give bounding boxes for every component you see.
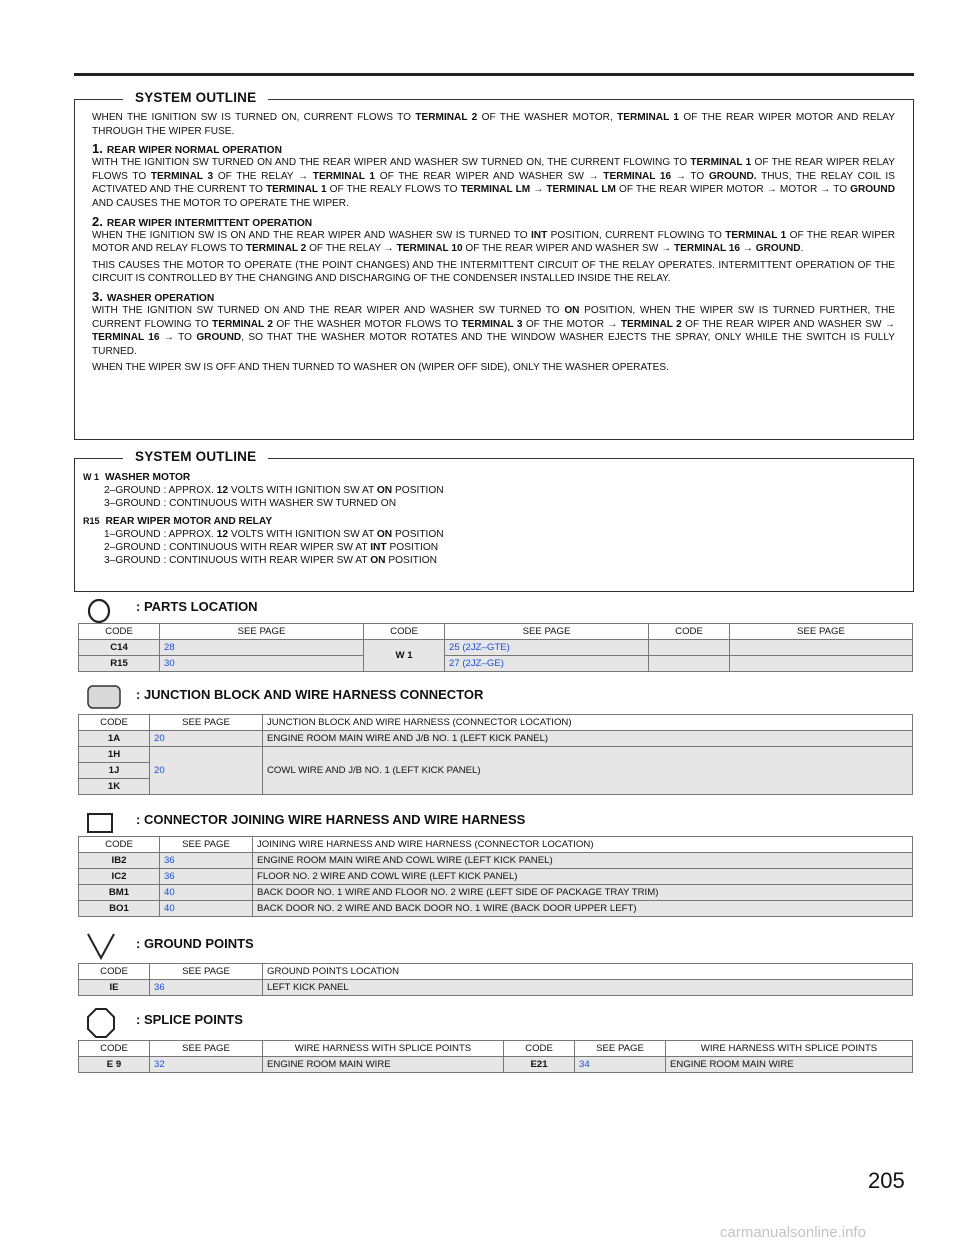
w1-line: 2–GROUND : APPROX. 12 VOLTS WITH IGNITION SW AT ON POSITION: [104, 485, 444, 497]
top-rule: [74, 73, 914, 76]
col-header: SEE PAGE: [150, 1041, 263, 1057]
col-header: SEE PAGE: [445, 624, 649, 640]
connector-joining-title: : CONNECTOR JOINING WIRE HARNESS AND WIRE HARNESS: [136, 812, 526, 827]
service-hints-title: SYSTEM OUTLINE: [123, 449, 268, 464]
col-header: SEE PAGE: [730, 624, 913, 640]
location-cell: BACK DOOR NO. 2 WIRE AND BACK DOOR NO. 1 WIRE (BACK DOOR UPPER LEFT): [253, 901, 913, 917]
page-link[interactable]: 40: [160, 885, 253, 901]
table-row: [79, 656, 913, 672]
parts-location-table: [78, 623, 913, 672]
col-header: CODE: [364, 624, 445, 640]
section-2-heading: 2. REAR WIPER INTERMITTENT OPERATION: [92, 213, 313, 229]
col-header: JUNCTION BLOCK AND WIRE HARNESS (CONNECTOR LOCATION): [263, 715, 913, 731]
code-cell: E 9: [79, 1057, 150, 1073]
col-header: SEE PAGE: [150, 715, 263, 731]
section-2-body: WHEN THE IGNITION SW IS ON AND THE REAR WIPER AND WASHER SW IS TURNED TO INT POSITION, CURRENT FLOWING TO TERMINAL 1 OF THE REAR WIPER MOTOR AND RELAY FLOWS TO TERMINAL 2 OF THE RELAY → TERMINAL 10 OF THE REAR WIPER AND WASHER SW → TERMINAL 16 → GROUND.: [92, 229, 895, 255]
page-cell: [730, 656, 913, 672]
col-header: CODE: [504, 1041, 575, 1057]
table-row: [79, 853, 913, 869]
service-hints-box: [74, 449, 914, 592]
table-row: [79, 869, 913, 885]
section-1-body: WITH THE IGNITION SW TURNED ON AND THE REAR WIPER AND WASHER SW TURNED ON, THE CURRENT FLOWING TO TERMINAL 1 OF THE REAR WIPER RELAY FLOWS TO TERMINAL 3 OF THE RELAY → TERMINAL 1 OF THE REAR WIPER AND WASHER SW → TERMINAL 16 → TO GROUND. THUS, THE RELAY COIL IS ACTIVATED AND THE CURRENT TO TERMINAL 1 OF THE REALY FLOWS TO TERMINAL LM → TERMINAL LM OF THE REAR WIPER MOTOR → MOTOR → TO GROUND AND CAUSES THE MOTOR TO OPERATE THE WIPER.: [92, 157, 896, 209]
page-number: 205: [868, 1168, 905, 1193]
splice-points-table-wrap: [78, 1040, 913, 1073]
col-header: WIRE HARNESS WITH SPLICE POINTS: [263, 1041, 504, 1057]
page-link[interactable]: 40: [160, 901, 253, 917]
splice-points-title: : SPLICE POINTS: [136, 1012, 243, 1027]
code-cell: [649, 640, 730, 656]
code-cell: IE: [79, 980, 150, 996]
code-cell: [649, 656, 730, 672]
watermark: carmanualsonline.info: [720, 1224, 866, 1241]
ground-points-icon: [86, 931, 116, 961]
page-link[interactable]: 20: [150, 747, 263, 795]
table-row: [79, 901, 913, 917]
r15-heading: R15 REAR WIPER MOTOR AND RELAY: [83, 515, 273, 527]
code-cell: 1K: [79, 779, 150, 795]
col-header: JOINING WIRE HARNESS AND WIRE HARNESS (CONNECTOR LOCATION): [253, 837, 913, 853]
code-cell: BO1: [79, 901, 160, 917]
parts-location-icon: [86, 598, 112, 624]
table-row: [79, 885, 913, 901]
table-row: [79, 980, 913, 996]
connector-joining-icon: [86, 811, 114, 835]
junction-block-title: : JUNCTION BLOCK AND WIRE HARNESS CONNECTOR: [136, 687, 484, 702]
section-2-body-2: THIS CAUSES THE MOTOR TO OPERATE (THE POINT CHANGES) AND THE INTERMITTENT CIRCUIT OF THE RELAY OPERATES. INTERMITTENT OPERATION OF THE CIRCUIT IS CONTROLLED BY THE CHANGING AND DISCHARGING OF THE CONDENSER INSTALLED INSIDE THE RELAY.: [92, 259, 895, 285]
connector-joining-table: [78, 836, 913, 917]
location-cell: FLOOR NO. 2 WIRE AND COWL WIRE (LEFT KICK PANEL): [253, 869, 913, 885]
table-row: [79, 747, 913, 763]
code-cell: BM1: [79, 885, 160, 901]
col-header: GROUND POINTS LOCATION: [263, 964, 913, 980]
parts-location-title: : PARTS LOCATION: [136, 599, 258, 614]
col-header: SEE PAGE: [160, 837, 253, 853]
code-cell: C14: [79, 640, 160, 656]
r15-line: 1–GROUND : APPROX. 12 VOLTS WITH IGNITION SW AT ON POSITION: [104, 528, 444, 540]
code-cell: R15: [79, 656, 160, 672]
page-link[interactable]: 36: [160, 869, 253, 885]
parts-location-table-wrap: [78, 623, 913, 672]
location-cell: BACK DOOR NO. 1 WIRE AND FLOOR NO. 2 WIRE (LEFT SIDE OF PACKAGE TRAY TRIM): [253, 885, 913, 901]
page-link[interactable]: 32: [150, 1057, 263, 1073]
code-cell: 1H: [79, 747, 150, 763]
w1-heading: W 1 WASHER MOTOR: [83, 472, 191, 483]
col-header: CODE: [79, 624, 160, 640]
splice-points-icon: [86, 1007, 116, 1039]
code-cell: W 1: [364, 640, 445, 672]
harness-cell: ENGINE ROOM MAIN WIRE: [666, 1057, 913, 1073]
location-cell: COWL WIRE AND J/B NO. 1 (LEFT KICK PANEL): [263, 747, 913, 795]
ground-points-table-wrap: [78, 963, 913, 996]
code-cell: E21: [504, 1057, 575, 1073]
col-header: CODE: [79, 837, 160, 853]
system-outline-title: SYSTEM OUTLINE: [123, 90, 268, 105]
col-header: SEE PAGE: [575, 1041, 666, 1057]
r15-line: 3–GROUND : CONTINUOUS WITH REAR WIPER SW AT ON POSITION: [104, 555, 438, 567]
section-3-heading: 3. WASHER OPERATION: [92, 288, 215, 304]
col-header: SEE PAGE: [150, 964, 263, 980]
page-link[interactable]: 34: [575, 1057, 666, 1073]
splice-points-table: [78, 1040, 913, 1073]
section-3-body: WITH THE IGNITION SW TURNED ON AND THE REAR WIPER AND WASHER SW TURNED TO ON POSITION, WHEN THE WIPER SW IS TURNED FURTHER, THE CURRENT FLOWING TO TERMINAL 2 OF THE WASHER MOTOR FLOWS TO TERMINAL 3 OF THE MOTOR → TERMINAL 2 OF THE REAR WIPER AND WASHER SW → TERMINAL 16 → TO GROUND, SO THAT THE WASHER MOTOR ROTATES AND THE WINDOW WASHER EJECTS THE SPRAY, ONLY WHILE THE SWITCH IS FULLY TURNED.: [92, 304, 895, 357]
connector-joining-table-wrap: [78, 836, 913, 917]
page-cell: [730, 640, 913, 656]
section-1-heading: 1. REAR WIPER NORMAL OPERATION: [92, 141, 282, 157]
section-3-body-2: WHEN THE WIPER SW IS OFF AND THEN TURNED TO WASHER ON (WIPER OFF SIDE), ONLY THE WASHER OPERATES.: [92, 362, 669, 374]
page-link[interactable]: 36: [150, 980, 263, 996]
page-link[interactable]: 30: [160, 656, 364, 672]
junction-block-table: [78, 714, 913, 795]
col-header: SEE PAGE: [160, 624, 364, 640]
harness-cell: ENGINE ROOM MAIN WIRE: [263, 1057, 504, 1073]
location-cell: ENGINE ROOM MAIN WIRE AND J/B NO. 1 (LEFT KICK PANEL): [263, 731, 913, 747]
w1-line: 3–GROUND : CONTINUOUS WITH WASHER SW TURNED ON: [104, 498, 397, 510]
col-header: CODE: [649, 624, 730, 640]
col-header: WIRE HARNESS WITH SPLICE POINTS: [666, 1041, 913, 1057]
location-cell: ENGINE ROOM MAIN WIRE AND COWL WIRE (LEFT KICK PANEL): [253, 853, 913, 869]
table-row: [79, 1057, 913, 1073]
location-cell: LEFT KICK PANEL: [263, 980, 913, 996]
col-header: CODE: [79, 715, 150, 731]
col-header: CODE: [79, 964, 150, 980]
code-cell: 1J: [79, 763, 150, 779]
junction-block-icon: [86, 684, 122, 710]
page-link[interactable]: 25 (2JZ–GTE): [445, 640, 649, 656]
table-row: [79, 731, 913, 747]
ground-points-title: : GROUND POINTS: [136, 936, 254, 951]
r15-line: 2–GROUND : CONTINUOUS WITH REAR WIPER SW AT INT POSITION: [104, 542, 439, 554]
code-cell: IB2: [79, 853, 160, 869]
code-cell: 1A: [79, 731, 150, 747]
service-hints-content: [83, 471, 895, 567]
ground-points-table: [78, 963, 913, 996]
page-link[interactable]: 36: [160, 853, 253, 869]
system-outline-content: [92, 111, 895, 375]
col-header: CODE: [79, 1041, 150, 1057]
table-row: [79, 640, 913, 656]
page-link[interactable]: 27 (2JZ–GE): [445, 656, 649, 672]
page-link[interactable]: 20: [150, 731, 263, 747]
system-outline-box: [74, 90, 914, 440]
code-cell: IC2: [79, 869, 160, 885]
page-link[interactable]: 28: [160, 640, 364, 656]
junction-block-table-wrap: [78, 714, 913, 795]
outline-intro: WHEN THE IGNITION SW IS TURNED ON, CURRENT FLOWS TO TERMINAL 2 OF THE WASHER MOTOR, TERMINAL 1 OF THE REAR WIPER MOTOR AND RELAY THROUGH THE WIPER FUSE.: [92, 112, 895, 137]
